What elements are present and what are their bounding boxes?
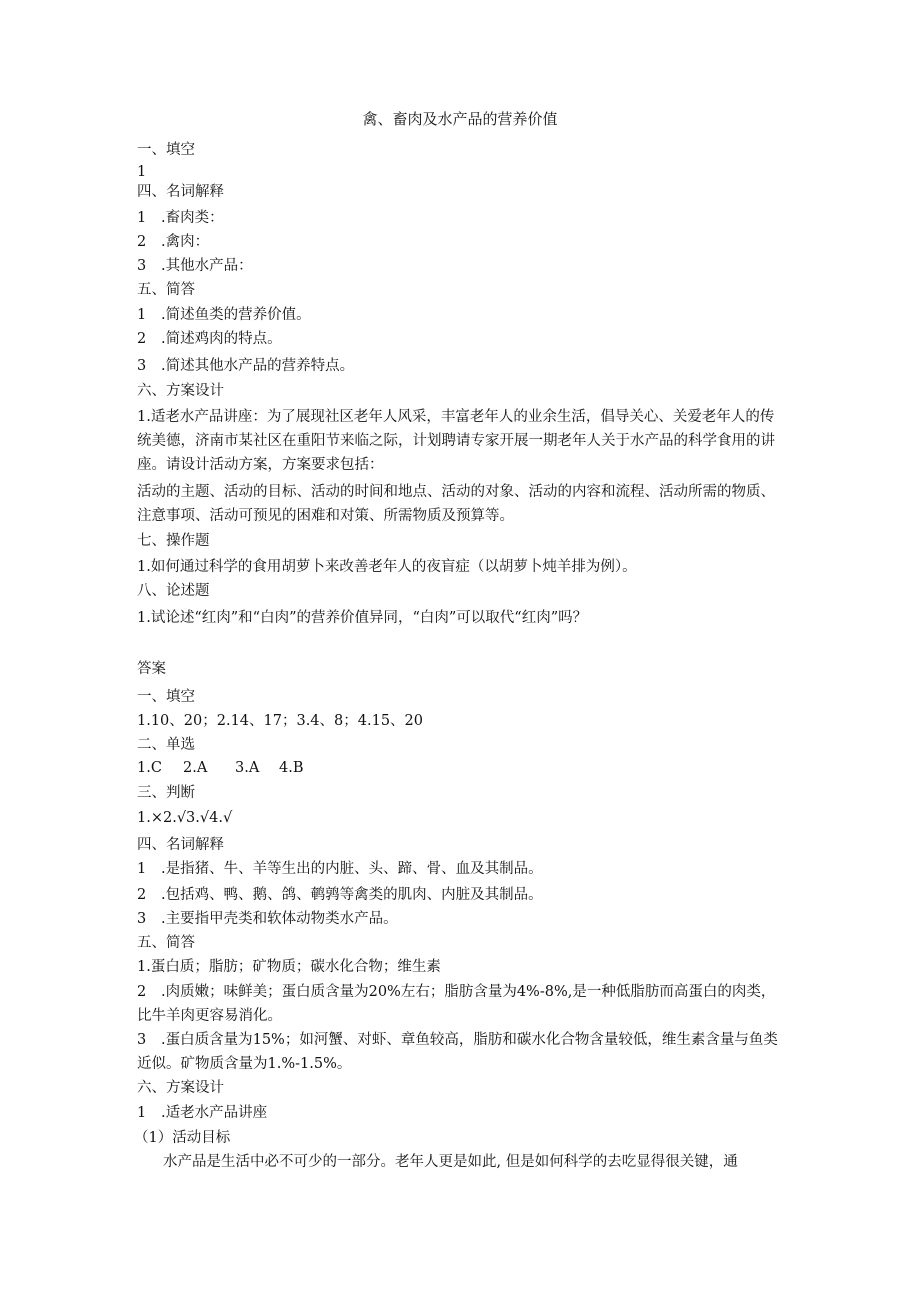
short-answer-text: .简述鱼类的营养价值。 bbox=[161, 307, 311, 323]
answer-short-answer-item bbox=[137, 1028, 785, 1076]
section-short-answer-title: 五、简答 bbox=[137, 282, 195, 298]
answer-term-text: .是指猪、牛、羊等生出的内脏、头、蹄、骨、血及其制品。 bbox=[161, 861, 543, 877]
answer-plan-body-text: 水产品是生活中必不可少的一部分。老年人更是如此, 但是如何科学的去吃显得很关键，通 bbox=[163, 1154, 738, 1170]
item-number: 1 bbox=[137, 307, 147, 323]
term-item bbox=[137, 254, 253, 278]
plan-requirements-paragraph: 活动的主题、活动的目标、活动的时间和地点、活动的对象、活动的内容和流程、活动所需的物质、注意事项、活动可预见的困难和对策、所需物质及预算等。 bbox=[137, 484, 775, 524]
answer-term-text: .主要指甲壳类和软体动物类水产品。 bbox=[161, 911, 398, 927]
answer-term-text: .包括鸡、鸭、鹅、鸽、鹌鹑等禽类的肌肉、内脏及其制品。 bbox=[161, 887, 543, 903]
answer-term-item bbox=[137, 883, 543, 907]
short-answer-text: .简述其他水产品的营养特点。 bbox=[161, 358, 355, 374]
answer-fill-blank-values: 1.10、20；2.14、17；3.4、8；4.15、20 bbox=[137, 713, 423, 729]
choice-answer: 2.A bbox=[183, 760, 208, 776]
item-number: 2 bbox=[137, 331, 147, 347]
answer-plan-title: 六、方案设计 bbox=[137, 1080, 224, 1096]
item-number: 1 bbox=[137, 210, 147, 226]
answer-plan-item bbox=[137, 1101, 267, 1125]
term-item bbox=[137, 206, 224, 230]
document-title: 禽、畜肉及水产品的营养价值 bbox=[362, 110, 558, 128]
answer-fill-blank-title: 一、填空 bbox=[137, 689, 195, 705]
item-number: 3 bbox=[137, 911, 147, 927]
short-answer-item bbox=[137, 303, 311, 327]
choice-answer: 1.C bbox=[137, 760, 162, 776]
choice-answer: 3.A bbox=[235, 760, 260, 776]
term-item bbox=[137, 230, 209, 254]
item-number: 3 bbox=[137, 258, 147, 274]
section-plan-title: 六、方案设计 bbox=[137, 383, 224, 399]
term-item-text: .畜肉类： bbox=[161, 210, 224, 226]
section-essay-title: 八、论述题 bbox=[137, 583, 210, 599]
item-number: 3 bbox=[137, 1032, 147, 1048]
term-item-text: .禽肉： bbox=[161, 234, 210, 250]
answer-judgment-values: 1.×2.√3.√4.√ bbox=[137, 810, 233, 826]
choice-answer: 4.B bbox=[279, 760, 304, 776]
section-operation-title: 七、操作题 bbox=[137, 533, 210, 549]
answer-plan-item-text: .适老水产品讲座 bbox=[161, 1105, 268, 1121]
item-number: 2 bbox=[137, 887, 147, 903]
answer-short-answer-text: .蛋白质含量为15%；如河蟹、对虾、章鱼较高，脂肪和碳水化合物含量较低，维生素含量与鱼类近似。矿物质含量为1.%-1.5%。 bbox=[137, 1032, 778, 1072]
fill-blank-item: 1 bbox=[137, 164, 147, 180]
answer-short-answer-item bbox=[137, 980, 785, 1028]
answer-single-choice-title: 二、单选 bbox=[137, 737, 195, 753]
short-answer-item bbox=[137, 327, 282, 351]
answer-short-answer-text: .肉质嫩；味鲜美；蛋白质含量为20%左右；脂肪含量为4%-8%,是一种低脂肪而高蛋白的肉类，比牛羊肉更容易消化。 bbox=[137, 984, 776, 1024]
item-number: 2 bbox=[137, 234, 147, 250]
item-number: 3 bbox=[137, 358, 147, 374]
answers-heading: 答案 bbox=[137, 661, 166, 677]
item-number: 2 bbox=[137, 984, 147, 1000]
term-item-text: .其他水产品： bbox=[161, 258, 253, 274]
answer-short-answer-item: 1.蛋白质；脂肪；矿物质；碳水化合物；维生素 bbox=[137, 959, 441, 975]
answer-term-item bbox=[137, 907, 398, 931]
answer-plan-subheading: （1）活动目标 bbox=[134, 1130, 231, 1146]
answer-single-choice-values bbox=[137, 756, 304, 780]
short-answer-text: .简述鸡肉的特点。 bbox=[161, 331, 282, 347]
operation-item: 1.如何通过科学的食用胡萝卜来改善老年人的夜盲症（以胡萝卜炖羊排为例）。 bbox=[137, 559, 637, 575]
essay-item: 1.试论述“红肉”和“白肉”的营养价值异同，“白肉”可以取代“红肉”吗？ bbox=[137, 610, 588, 626]
section-fill-blank-title: 一、填空 bbox=[137, 142, 195, 158]
short-answer-item bbox=[137, 354, 354, 378]
item-number: 1 bbox=[137, 861, 147, 877]
answer-term-item bbox=[137, 857, 543, 881]
section-term-title: 四、名词解释 bbox=[137, 184, 224, 200]
plan-question-paragraph: 1.适老水产品讲座：为了展现社区老年人风采，丰富老年人的业余生活，倡导关心、关爱老年人的传统美德，济南市某社区在重阳节来临之际，计划聘请专家开展一期老年人关于水产品的科学食用的讲座。请设计活动方案，方案要求包括： bbox=[137, 409, 775, 473]
answer-term-title: 四、名词解释 bbox=[137, 837, 224, 853]
answer-short-answer-title: 五、简答 bbox=[137, 935, 195, 951]
item-number: 1 bbox=[137, 1105, 147, 1121]
answer-judgment-title: 三、判断 bbox=[137, 785, 195, 801]
